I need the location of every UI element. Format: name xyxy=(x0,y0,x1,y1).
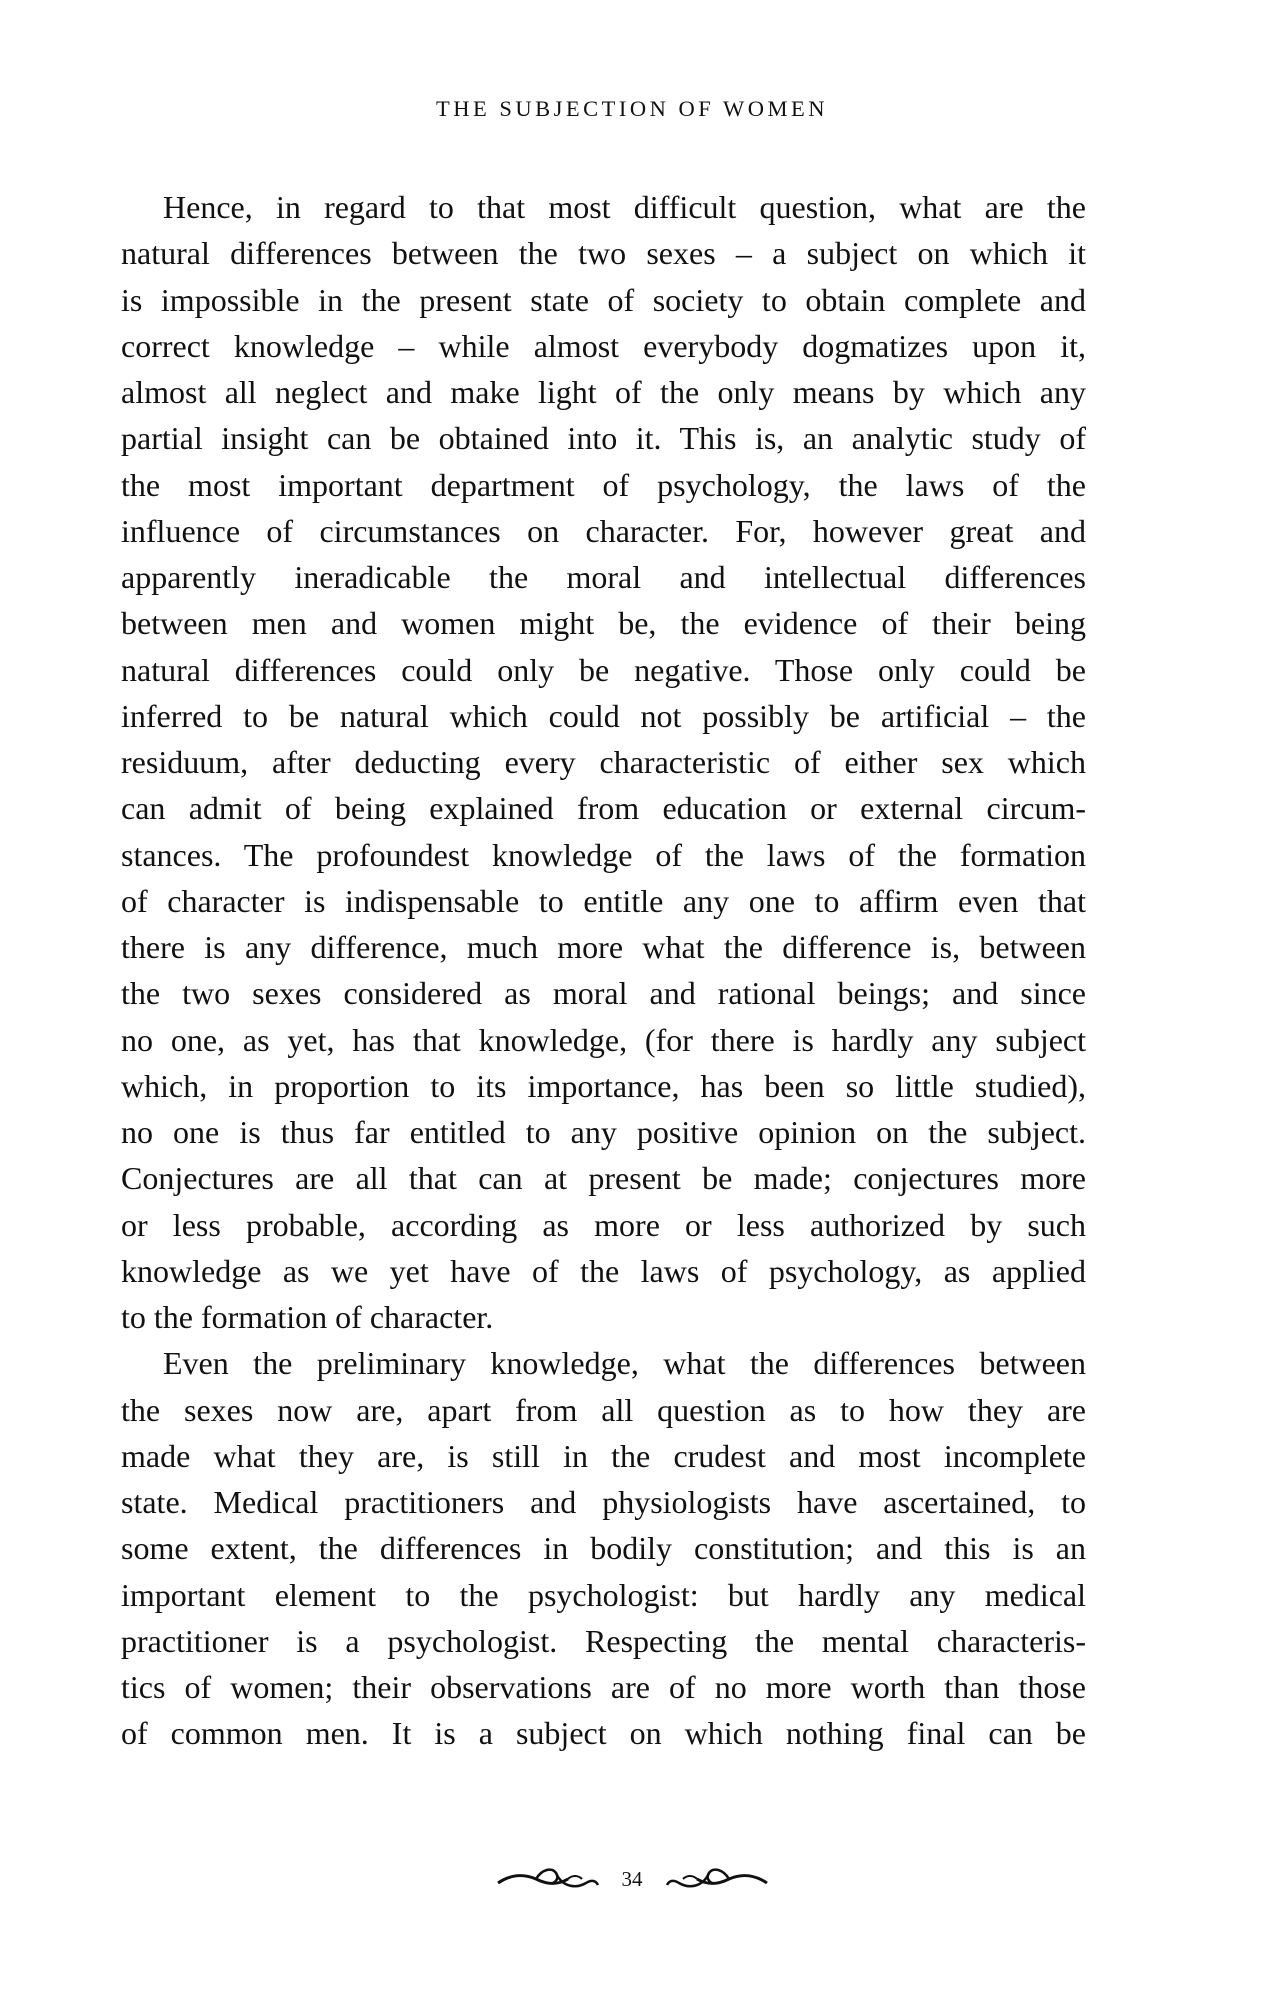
text-line: partial insight can be obtained into it. This is, an analytic study of xyxy=(121,420,1086,457)
paragraph-1 xyxy=(121,184,1086,1340)
text-line: correct knowledge – while almost everybody dogmatizes upon it, xyxy=(121,327,1086,364)
paragraph-2 xyxy=(121,1340,1086,1756)
text-line: is impossible in the present state of society to obtain complete and xyxy=(121,281,1086,318)
text-line: apparently ineradicable the moral and intellectual differences xyxy=(121,559,1086,595)
text-line: of character is indispensable to entitle any one to affirm even that xyxy=(121,882,1086,919)
page-number: 34 xyxy=(621,1867,643,1891)
body-text xyxy=(121,184,1086,1757)
running-head: THE SUBJECTION OF WOMEN xyxy=(436,96,828,121)
text-line: influence of circumstances on character. For, however great and xyxy=(121,512,1086,549)
text-line: Even the preliminary knowledge, what the differences between xyxy=(163,1345,1086,1382)
text-line: no one, as yet, has that knowledge, (for there is hardly any subject xyxy=(121,1021,1086,1058)
text-line: the two sexes considered as moral and rational beings; and since xyxy=(121,975,1086,1012)
text-line: the sexes now are, apart from all question as to how they are xyxy=(121,1391,1086,1428)
text-line: almost all neglect and make light of the only means by which any xyxy=(121,374,1086,410)
text-line: no one is thus far entitled to any positive opinion on the subject. xyxy=(121,1114,1086,1150)
text-line: residuum, after deducting every characteristic of either sex which xyxy=(121,744,1086,780)
flourish-left-icon xyxy=(496,1865,600,1893)
folio xyxy=(0,1861,1264,1897)
text-line: practitioner is a psychologist. Respecting the mental characteris- xyxy=(121,1622,1086,1659)
text-line: between men and women might be, the evidence of their being xyxy=(121,605,1086,642)
text-line: natural differences could only be negative. Those only could be xyxy=(121,651,1086,688)
text-line: important element to the psychologist: but hardly any medical xyxy=(121,1576,1086,1613)
text-line: state. Medical practitioners and physiologists have ascertained, to xyxy=(121,1484,1086,1520)
text-line: to the formation of character. xyxy=(121,1299,494,1335)
text-line: Conjectures are all that can at present be made; conjectures more xyxy=(121,1160,1086,1197)
text-line: there is any difference, much more what the difference is, between xyxy=(121,929,1086,965)
text-line: Hence, in regard to that most difficult question, what are the xyxy=(163,189,1086,225)
text-line: natural differences between the two sexes – a subject on which it xyxy=(121,235,1086,272)
text-line: the most important department of psychology, the laws of the xyxy=(121,466,1086,503)
text-line: stances. The profoundest knowledge of the laws of the formation xyxy=(121,836,1086,873)
text-line: inferred to be natural which could not possibly be artificial – the xyxy=(121,697,1086,734)
text-line: some extent, the differences in bodily constitution; and this is an xyxy=(121,1530,1086,1567)
text-line: of common men. It is a subject on which nothing final can be xyxy=(121,1715,1086,1752)
text-line: made what they are, is still in the crudest and most incomplete xyxy=(121,1437,1086,1474)
flourish-right-icon xyxy=(665,1865,769,1893)
text-line: knowledge as we yet have of the laws of psychology, as applied xyxy=(121,1252,1086,1289)
text-line: or less probable, according as more or less authorized by such xyxy=(121,1206,1086,1243)
text-line: which, in proportion to its importance, has been so little studied), xyxy=(121,1067,1086,1104)
text-line: can admit of being explained from education or external circum- xyxy=(121,790,1086,827)
text-line: tics of women; their observations are of no more worth than those xyxy=(121,1669,1086,1705)
